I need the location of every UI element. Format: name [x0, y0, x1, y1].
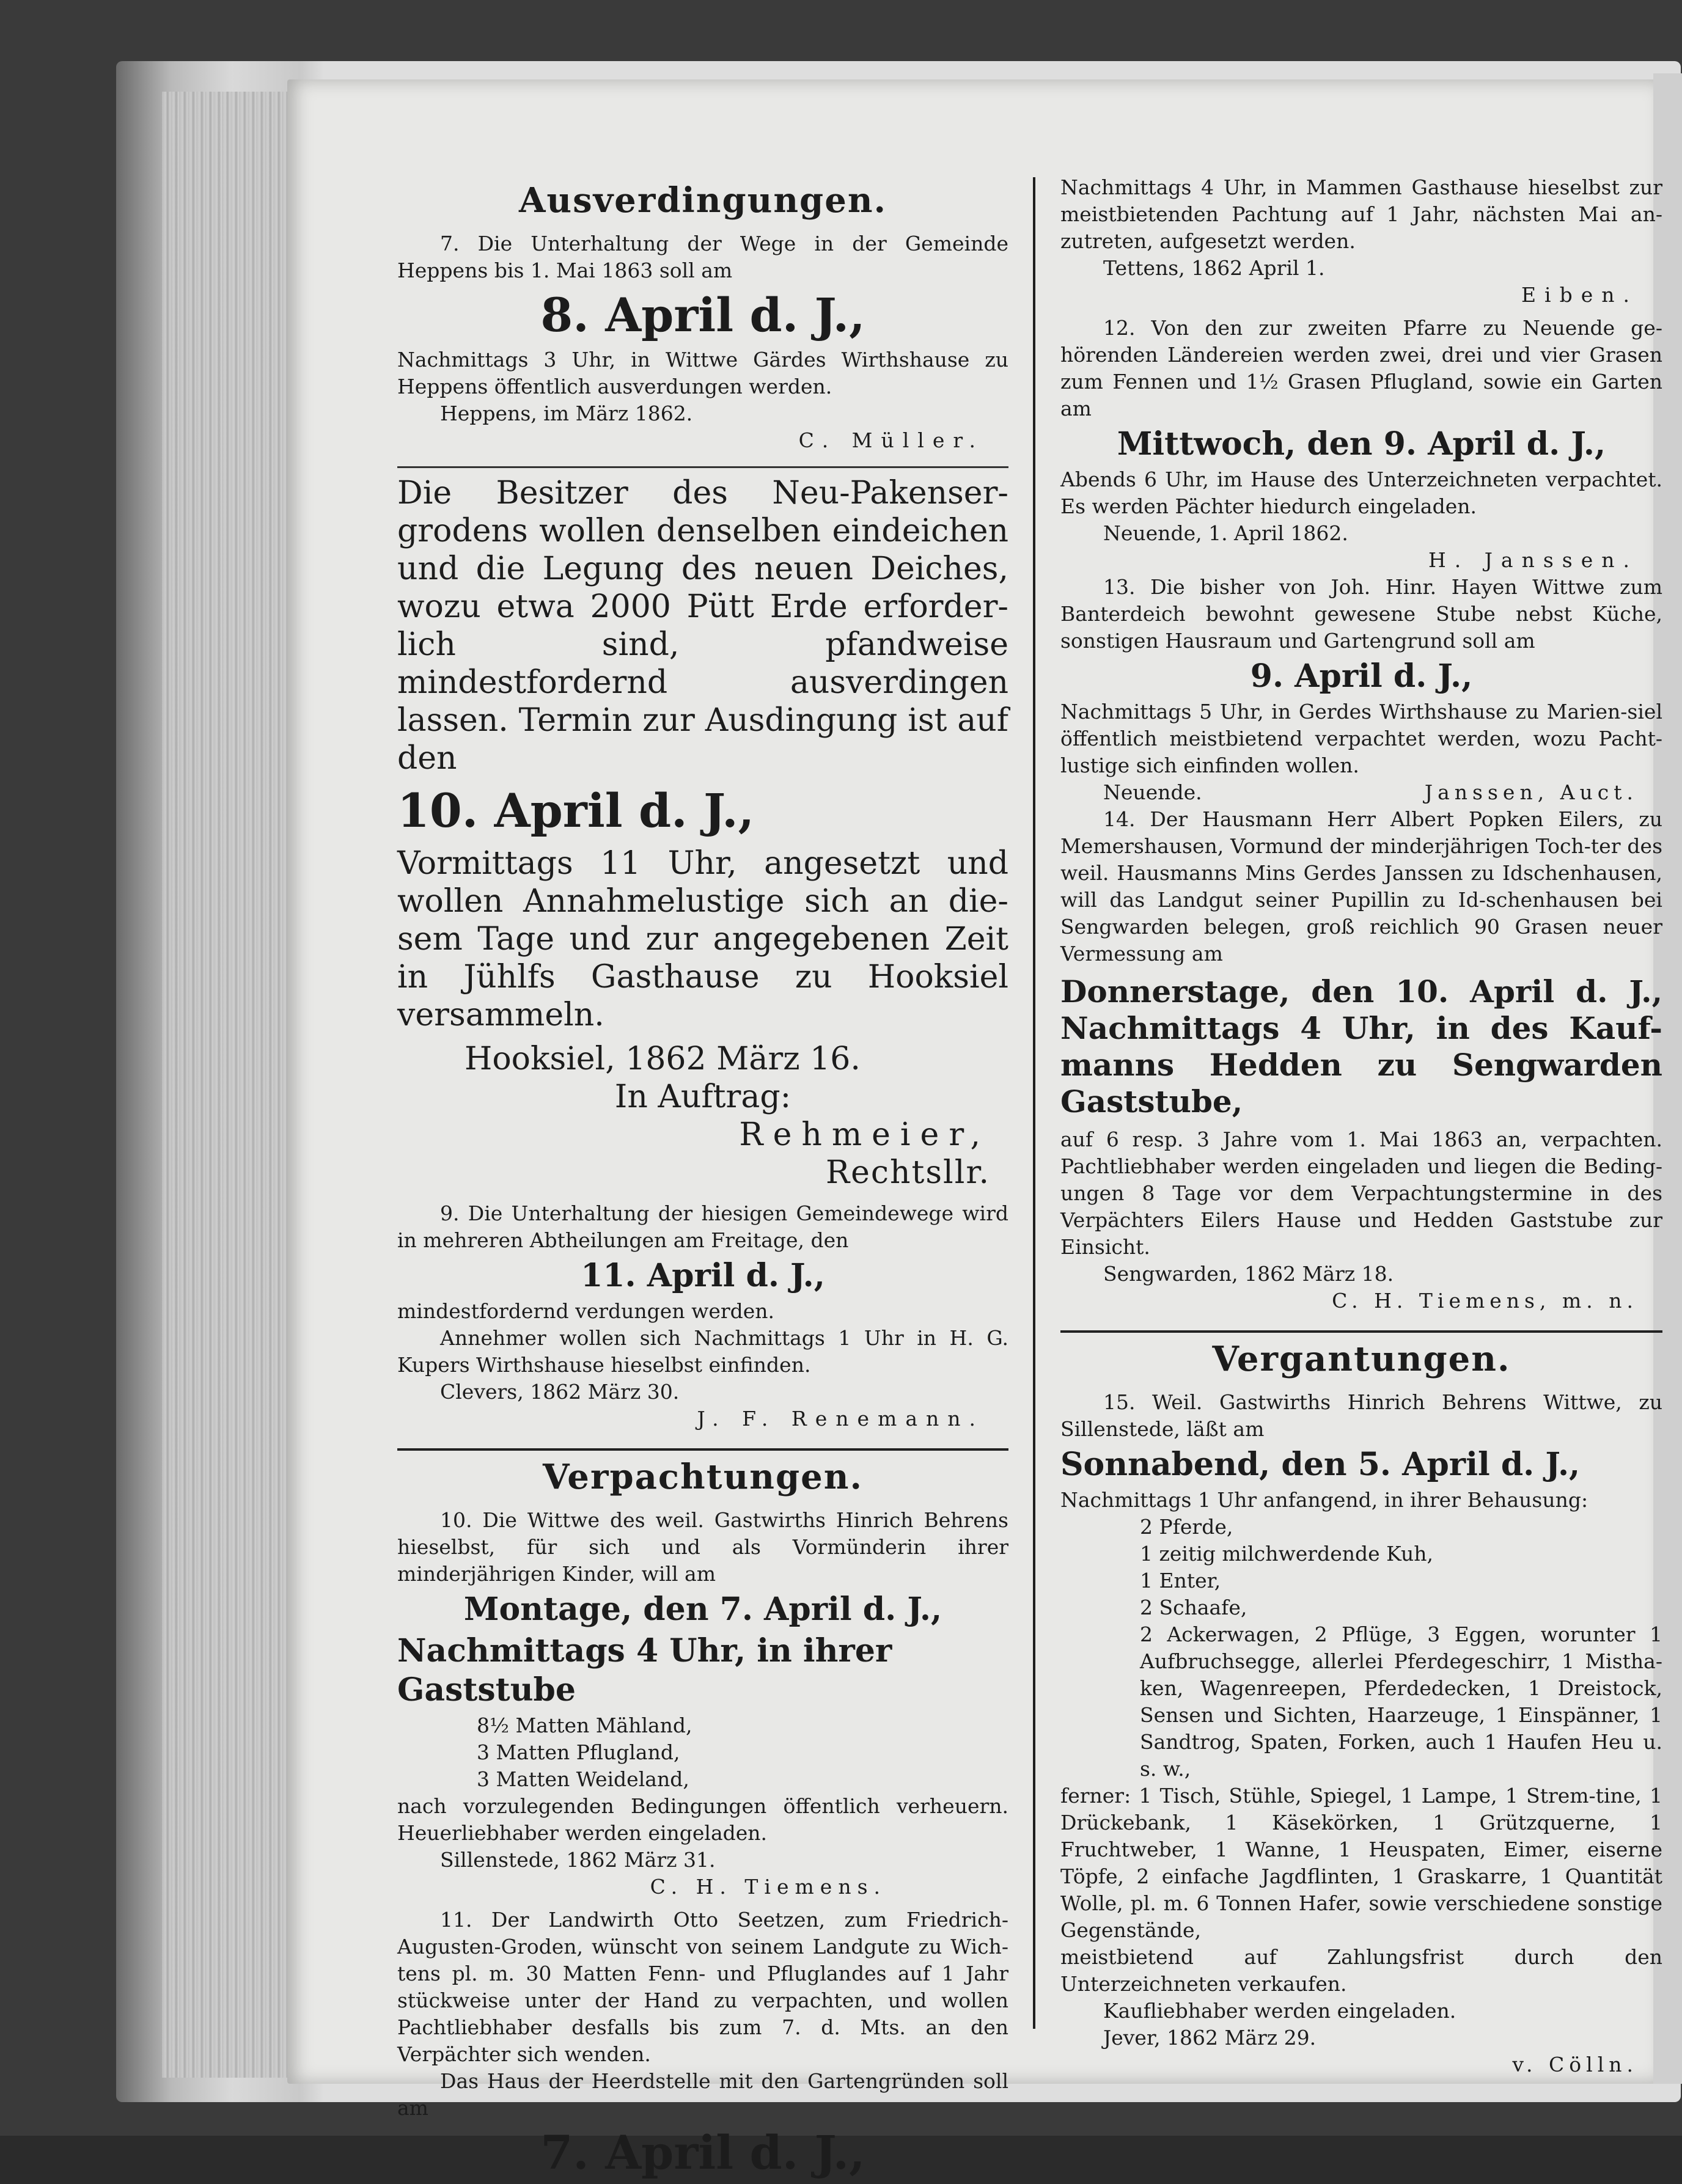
- notice-13-date: 9. April d. J.,: [1250, 658, 1473, 695]
- notice-15-text: 15. Weil. Gastwirths Hinrich Behrens Wittwe, zu Sillenstede, läßt am: [1060, 1390, 1662, 1441]
- big-notice-auftrag: In Auftrag:: [614, 1079, 791, 1115]
- left-column: [397, 174, 1008, 2184]
- notice-9-place: Clevers, 1862 März 30.: [440, 1380, 680, 1404]
- notice-12-signature: H. Janssen.: [1428, 548, 1638, 572]
- big-notice-date: 10. April d. J.,: [397, 783, 755, 838]
- notice-14-text: 14. Der Hausmann Herr Albert Popken Eilers, zu Memershausen, Vormund der minderjährigen Toch-ter des weil. Hausmanns Mins Gerdes Janssen zu Idschenhausen, will das Landgut seiner Pupillin zu Id-schenhausen bei Sengwarden belegen, groß reichlich 90 Grasen neuer Vermessung am: [1060, 807, 1662, 966]
- notice-15-place: Jever, 1862 März 29.: [1103, 2026, 1317, 2050]
- notice-15-item: 1 zeitig milchwerdende Kuh,: [1140, 1542, 1434, 1566]
- notice-14-date-block: Donnerstage, den 10. April d. J., Nachmittags 4 Uhr, in des Kauf-manns Hedden zu Sengwarden Gaststube,: [1060, 973, 1662, 1119]
- continued-notice-place: Tettens, 1862 April 1.: [1103, 256, 1325, 280]
- big-notice-text: Die Besitzer des Neu-Pakenser-grodens wollen denselben eindeichen und die Legung des neuen Deiches, wozu etwa 2000 Pütt Erde erforder-lich sind, pfandweise mindestfordernd ausverdingen lassen. Termin zur Ausdingung ist auf den: [397, 475, 1008, 777]
- notice-11-date: 7. April d. J.,: [540, 2125, 865, 2180]
- notice-15-item: 2 Ackerwagen, 2 Pflüge, 3 Eggen, worunter 1 Aufbruchsegge, allerlei Pferdegeschirr, 1 Mistha-ken, Wagenreepen, Pferdedecken, 1 Dreistock, Sensen und Sichten, Haarzeuge, 1 Einspänner, 1 Sandtrog, Spaten, Forken, auch 1 Haufen Heu u. s. w.,: [1140, 1622, 1662, 1781]
- notice-14-place: Sengwarden, 1862 März 18.: [1103, 1262, 1394, 1286]
- notice-12-text: 12. Von den zur zweiten Pfarre zu Neuende ge-hörenden Ländereien werden zwei, drei und vier Grasen zum Fennen und 1½ Grasen Pflugland, sowie ein Garten am: [1060, 316, 1662, 420]
- notice-15-signature: v. Cölln.: [1512, 2053, 1638, 2076]
- section-divider: [397, 1448, 1008, 1451]
- notice-7-date: 8. April d. J.,: [540, 288, 865, 342]
- notice-13-text: 13. Die bisher von Joh. Hinr. Hayen Wittwe zum Banterdeich bewohnt gewesene Stube nebst Küche, sonstigen Hausraum und Gartengrund soll am: [1060, 575, 1662, 653]
- notice-9-body: mindestfordernd verdungen werden.: [397, 1299, 775, 1323]
- big-notice-place: Hooksiel, 1862 März 16.: [465, 1041, 861, 1077]
- notice-12-body: Abends 6 Uhr, im Hause des Unterzeichneten verpachtet. Es werden Pächter hiedurch eingeladen.: [1060, 467, 1662, 518]
- notice-7-place: Heppens, im März 1862.: [440, 401, 693, 425]
- notice-10-signature: C. H. Tiemens.: [650, 1875, 886, 1899]
- big-notice-text-2: Vormittags 11 Uhr, angesetzt und wollen Annahmelustige sich an die-sem Tage und zur angegebenen Zeit in Jühlfs Gasthause zu Hooksiel versammeln.: [397, 845, 1008, 1033]
- notice-15-item: 1 Enter,: [1140, 1569, 1221, 1592]
- notice-13-place: Neuende.: [1103, 780, 1202, 804]
- notice-7-signature: C. Müller.: [798, 428, 984, 452]
- notice-10-place: Sillenstede, 1862 März 31.: [440, 1848, 716, 1872]
- divider: [397, 466, 1008, 468]
- notice-7-text: 7. Die Unterhaltung der Wege in der Gemeinde Heppens bis 1. Mai 1863 soll am: [397, 232, 1008, 282]
- continued-notice-signature: Eiben.: [1521, 283, 1638, 307]
- section-heading-ausverdingungen: Ausverdingungen.: [518, 180, 887, 221]
- section-divider: [1060, 1330, 1662, 1333]
- notice-11-text: 11. Der Landwirth Otto Seetzen, zum Friedrich-Augusten-Groden, wünscht von seinem Landgute zu Wich-tens pl. m. 30 Matten Fenn- und Pfluglandes auf 1 Jahr stückweise unter der Hand zu verpachten, und wollen Pachtliebhaber desfalls bis zum 7. d. Mts. an den Verpächter sich wenden.: [397, 1908, 1008, 2066]
- notice-12-place: Neuende, 1. April 1862.: [1103, 521, 1348, 545]
- notice-15-body: Nachmittags 1 Uhr anfangend, in ihrer Behausung:: [1060, 1488, 1588, 1512]
- notice-12-date: Mittwoch, den 9. April d. J.,: [1117, 425, 1606, 463]
- notice-10-item: 3 Matten Weideland,: [477, 1767, 689, 1791]
- notice-9-date: 11. April d. J.,: [581, 1257, 825, 1294]
- notice-10-item: 3 Matten Pflugland,: [477, 1740, 680, 1764]
- notice-7-body: Nachmittags 3 Uhr, in Wittwe Gärdes Wirthshause zu Heppens öffentlich ausverdungen werden.: [397, 348, 1008, 398]
- notice-15-ferner: ferner: 1 Tisch, Stühle, Spiegel, 1 Lampe, 1 Strem-tine, 1 Drückebank, 1 Käsekörken, 1 Grützquerne, 1 Fruchtweber, 1 Wanne, 1 Heuspaten, Eimer, eiserne Töpfe, 2 einfache Jagdflinten, 1 Graskarre, 1 Quantität Wolle, pl. m. 6 Tonnen Hafer, sowie verschiedene sonstige Gegenstände,: [1060, 1784, 1662, 1942]
- notice-15-date: Sonnabend, den 5. April d. J.,: [1060, 1446, 1581, 1483]
- notice-15-item: 2 Schaafe,: [1140, 1596, 1247, 1619]
- notice-13-signature: Janssen, Auct.: [1424, 780, 1638, 804]
- notice-15-item: 2 Pferde,: [1140, 1515, 1233, 1539]
- section-heading-vergantungen: Vergantungen.: [1212, 1339, 1511, 1379]
- notice-11-text-2: Das Haus der Heerdstelle mit den Gartengründen soll am: [397, 2069, 1008, 2120]
- right-column: [1060, 174, 1662, 2078]
- big-notice-title: Rechtsllr.: [825, 1154, 990, 1191]
- notice-14-body: auf 6 resp. 3 Jahre vom 1. Mai 1863 an, verpachten. Pachtliebhaber werden eingeladen und liegen die Beding-ungen 8 Tage vor dem Verpachtungstermine in des Verpächters Eilers Hause und Hedden Gaststube zur Einsicht.: [1060, 1127, 1662, 1259]
- column-rule: [1033, 177, 1035, 2029]
- notice-9-signature: J. F. Renemann.: [697, 1407, 984, 1431]
- notice-10-body: nach vorzulegenden Bedingungen öffentlich verheuern. Heuerliebhaber werden eingeladen.: [397, 1794, 1008, 1845]
- notice-13-footer: [1060, 779, 1662, 806]
- notice-10-item: 8½ Matten Mähland,: [477, 1713, 692, 1737]
- section-heading-verpachtungen: Verpachtungen.: [543, 1457, 863, 1497]
- continued-notice-text: Nachmittags 4 Uhr, in Mammen Gasthause hieselbst zur meistbietenden Pachtung auf 1 Jahr, nächsten Mai an-zutreten, aufgesetzt werden.: [1060, 175, 1662, 253]
- notice-14-signature: C. H. Tiemens, m. n.: [1332, 1289, 1638, 1313]
- notice-10-date: Montage, den 7. April d. J.,: [463, 1591, 942, 1628]
- notice-15-invite: Kaufliebhaber werden eingeladen.: [1103, 1999, 1456, 2023]
- notice-10-time: Nachmittags 4 Uhr, in ihrer Gaststube: [397, 1632, 892, 1709]
- notice-15-body-2: meistbietend auf Zahlungsfrist durch den Unterzeichneten verkaufen.: [1060, 1945, 1662, 1996]
- notice-9-body-2: Annehmer wollen sich Nachmittags 1 Uhr in H. G. Kupers Wirthshause hieselbst einfinden.: [397, 1326, 1008, 1377]
- notice-13-body: Nachmittags 5 Uhr, in Gerdes Wirthshause zu Marien-siel öffentlich meistbietend verpachtet werden, wozu Pacht-lustige sich einfinden wollen.: [1060, 700, 1662, 777]
- notice-9-text: 9. Die Unterhaltung der hiesigen Gemeindewege wird in mehreren Abtheilungen am Freitage, den: [397, 1201, 1008, 1252]
- big-notice-signature: Rehmeier,: [739, 1116, 990, 1153]
- notice-10-text: 10. Die Wittwe des weil. Gastwirths Hinrich Behrens hieselbst, für sich und als Vormünderin ihrer minderjährigen Kinder, will am: [397, 1508, 1008, 1586]
